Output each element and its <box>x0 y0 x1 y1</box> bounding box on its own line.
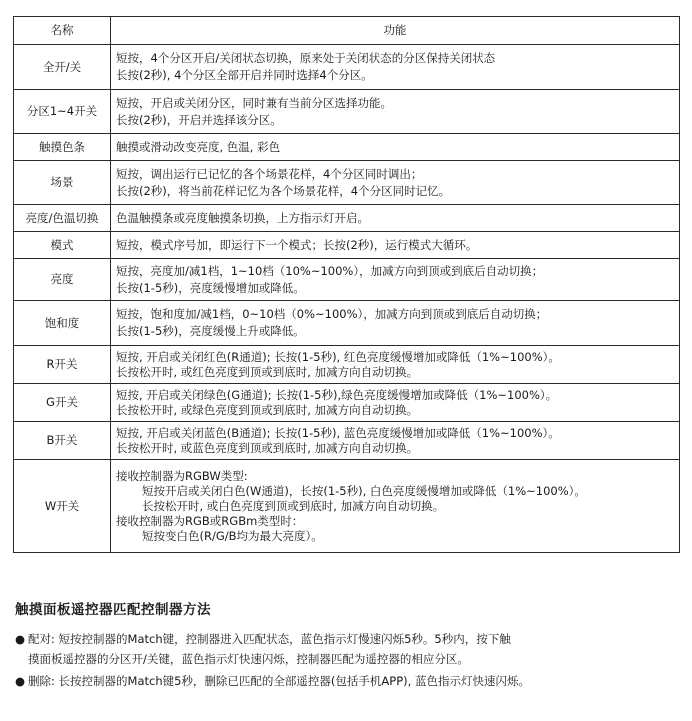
table-row <box>14 346 680 384</box>
row-name: 分区1~4开关 <box>14 90 111 134</box>
row-name: 亮度 <box>14 259 111 301</box>
table-header-row <box>14 17 680 45</box>
table-row <box>14 134 680 161</box>
bullet-dot: ● <box>15 632 26 646</box>
header-name: 名称 <box>14 17 111 45</box>
row-desc: 短按, 开启或关闭绿色(G通道); 长按(1-5秒),绿色亮度缓慢增加或降低（1%~100%）。 长按松开时, 或绿色亮度到顶或到底时, 加减方向自动切换。 <box>111 384 680 422</box>
row-name: W开关 <box>14 460 111 553</box>
row-desc: 色温触摸条或亮度触摸条切换，上方指示灯开启。 <box>111 205 680 232</box>
table-row <box>14 301 680 346</box>
row-name: 全开/关 <box>14 45 111 90</box>
bullet-item: ● 删除: 长按控制器的Match键5秒，删除已匹配的全部遥控器(包括手机APP), 蓝色指示灯快速闪烁。 <box>15 671 685 691</box>
row-desc: 短按，调出运行已记忆的各个场景花样，4个分区同时调出； 长按(2秒)，将当前花样记忆为各个场景花样，4个分区同时记忆。 <box>111 161 680 205</box>
row-desc: 触摸或滑动改变亮度, 色温, 彩色 <box>111 134 680 161</box>
row-name: 亮度/色温切换 <box>14 205 111 232</box>
table-row <box>14 161 680 205</box>
table-row <box>14 45 680 90</box>
row-name: 场景 <box>14 161 111 205</box>
row-name: B开关 <box>14 422 111 460</box>
row-desc: 短按，亮度加/减1档，1~10档（10%~100%），加减方向到顶或到底后自动切换； 长按(1-5秒)，亮度缓慢增加或降低。 <box>111 259 680 301</box>
row-desc: 短按，饱和度加/减1档，0~10档（0%~100%），加减方向到顶或到底后自动切换； 长按(1-5秒)，亮度缓慢上升或降低。 <box>111 301 680 346</box>
table-row <box>14 232 680 259</box>
table-row <box>14 90 680 134</box>
row-desc: 短按, 开启或关闭蓝色(B通道); 长按(1-5秒), 蓝色亮度缓慢增加或降低（1%~100%）。 长按松开时, 或蓝色亮度到顶或到底时, 加减方向自动切换。 <box>111 422 680 460</box>
table-row <box>14 205 680 232</box>
header-function: 功能 <box>111 17 680 45</box>
row-desc: 短按，开启或关闭分区，同时兼有当前分区选择功能。 长按(2秒)，开启并选择该分区。 <box>111 90 680 134</box>
row-desc: 短按, 开启或关闭红色(R通道); 长按(1-5秒), 红色亮度缓慢增加或降低（1%~100%）。 长按松开时, 或红色亮度到顶或到底时, 加减方向自动切换。 <box>111 346 680 384</box>
bullet-dot: ● <box>15 674 26 688</box>
row-name: 模式 <box>14 232 111 259</box>
row-name: R开关 <box>14 346 111 384</box>
table-row <box>14 259 680 301</box>
pairing-section <box>15 598 685 693</box>
table-row <box>14 384 680 422</box>
row-name: 触摸色条 <box>14 134 111 161</box>
row-desc: 短按，4个分区开启/关闭状态切换，原来处于关闭状态的分区保持关闭状态 长按(2秒), 4个分区全部开启并同时选择4个分区。 <box>111 45 680 90</box>
bullet-item: ● 配对: 短按控制器的Match键，控制器进入匹配状态，蓝色指示灯慢速闪烁5秒。5秒内，按下触 摸面板遥控器的分区开/关键，蓝色指示灯快速闪烁，控制器匹配为遥控器的相应分区。 <box>15 629 685 669</box>
table-row <box>14 422 680 460</box>
row-name: 饱和度 <box>14 301 111 346</box>
section-title: 触摸面板遥控器匹配控制器方法 <box>15 602 211 618</box>
row-desc: 短按，模式序号加，即运行下一个模式；长按(2秒)，运行模式大循环。 <box>111 232 680 259</box>
table-row <box>14 460 680 553</box>
row-desc: 接收控制器为RGBW类型: 短按开启或关闭白色(W通道)，长按(1-5秒), 白色亮度缓慢增加或降低（1%~100%）。 长按松开时, 或白色亮度到顶或到底时, 加减方向自动切换。 接收控制器为RGB或RGBm类型时： 短按变白色(R/G/B均为最大亮度）。 <box>111 460 680 553</box>
function-table <box>13 16 680 553</box>
row-name: G开关 <box>14 384 111 422</box>
